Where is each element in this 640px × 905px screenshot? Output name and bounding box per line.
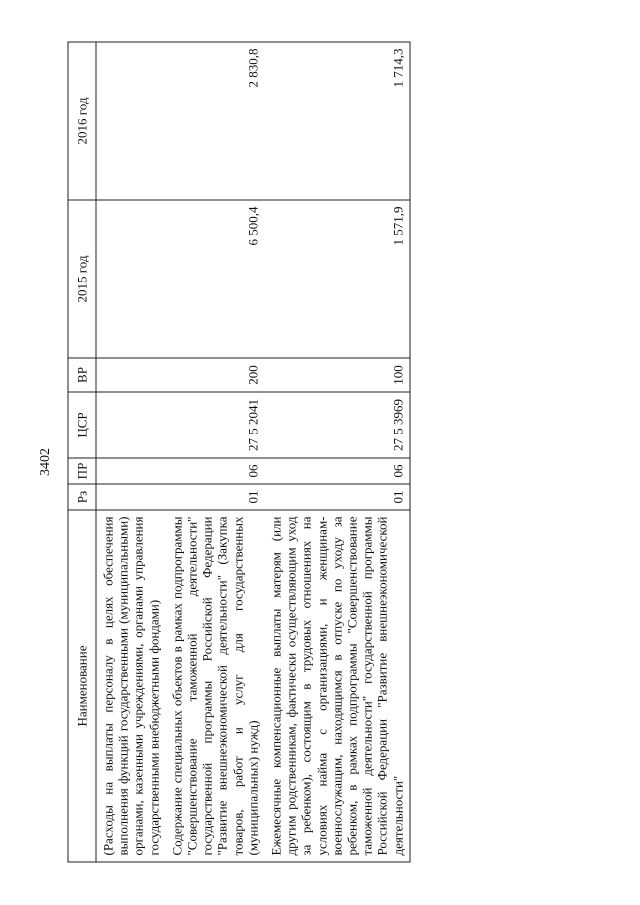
table-row (96, 42, 165, 862)
header-2015: 2015 год (68, 200, 96, 358)
row-pr: 06 (165, 458, 264, 484)
row-2016 (96, 42, 165, 200)
budget-table-container (67, 43, 602, 863)
budget-table (67, 42, 410, 863)
row-vr: 100 (264, 358, 409, 392)
row-2016: 1 714,3 (264, 42, 409, 200)
header-2016: 2016 год (68, 42, 96, 200)
row-name: Содержание специальных объектов в рамках подпрограммы "Совершенствование таможенной деятельности" государственной программы Российской Федерации "Развитие внешнеэкономической деятельности" (Закупка товаров, работ и услуг для государственных (муниципальных) нужд) (165, 510, 264, 862)
row-rz: 01 (165, 484, 264, 510)
row-2016: 2 830,8 (165, 42, 264, 200)
row-pr: 06 (264, 458, 409, 484)
row-csr (96, 392, 165, 458)
row-2015: 1 571,9 (264, 200, 409, 358)
table-row (264, 42, 409, 862)
row-rz: 01 (264, 484, 409, 510)
page-number: 3402 (38, 448, 53, 476)
row-pr (96, 458, 165, 484)
table-header-row (68, 42, 96, 862)
row-vr: 200 (165, 358, 264, 392)
header-vr: ВР (68, 358, 96, 392)
table-row (165, 42, 264, 862)
row-csr: 27 5 3969 (264, 392, 409, 458)
row-csr: 27 5 2041 (165, 392, 264, 458)
row-rz (96, 484, 165, 510)
header-name: Наименование (68, 510, 96, 862)
row-vr (96, 358, 165, 392)
row-name: (Расходы на выплаты персоналу в целях обеспечения выполнения функций государственными (муниципальными) органами, казенными учреждениями, органами управления государственными внебюджетными фондами) (96, 510, 165, 862)
header-csr: ЦСР (68, 392, 96, 458)
header-pr: ПР (68, 458, 96, 484)
row-2015 (96, 200, 165, 358)
row-name: Ежемесячные компенсационные выплаты матерям (или другим родственникам, фактически осуществляющим уход за ребенком), состоящим в трудовых отношениях на условиях найма с организациями, и женщинам-военнослужащим, находящимся в отпуске по уходу за ребенком, в рамках подпрограммы "Совершенствование таможенной деятельности" государственной программы Российской Федерации "Развитие внешнеэкономической деятельности" (264, 510, 409, 862)
row-2015: 6 500,4 (165, 200, 264, 358)
header-rz: Рз (68, 484, 96, 510)
